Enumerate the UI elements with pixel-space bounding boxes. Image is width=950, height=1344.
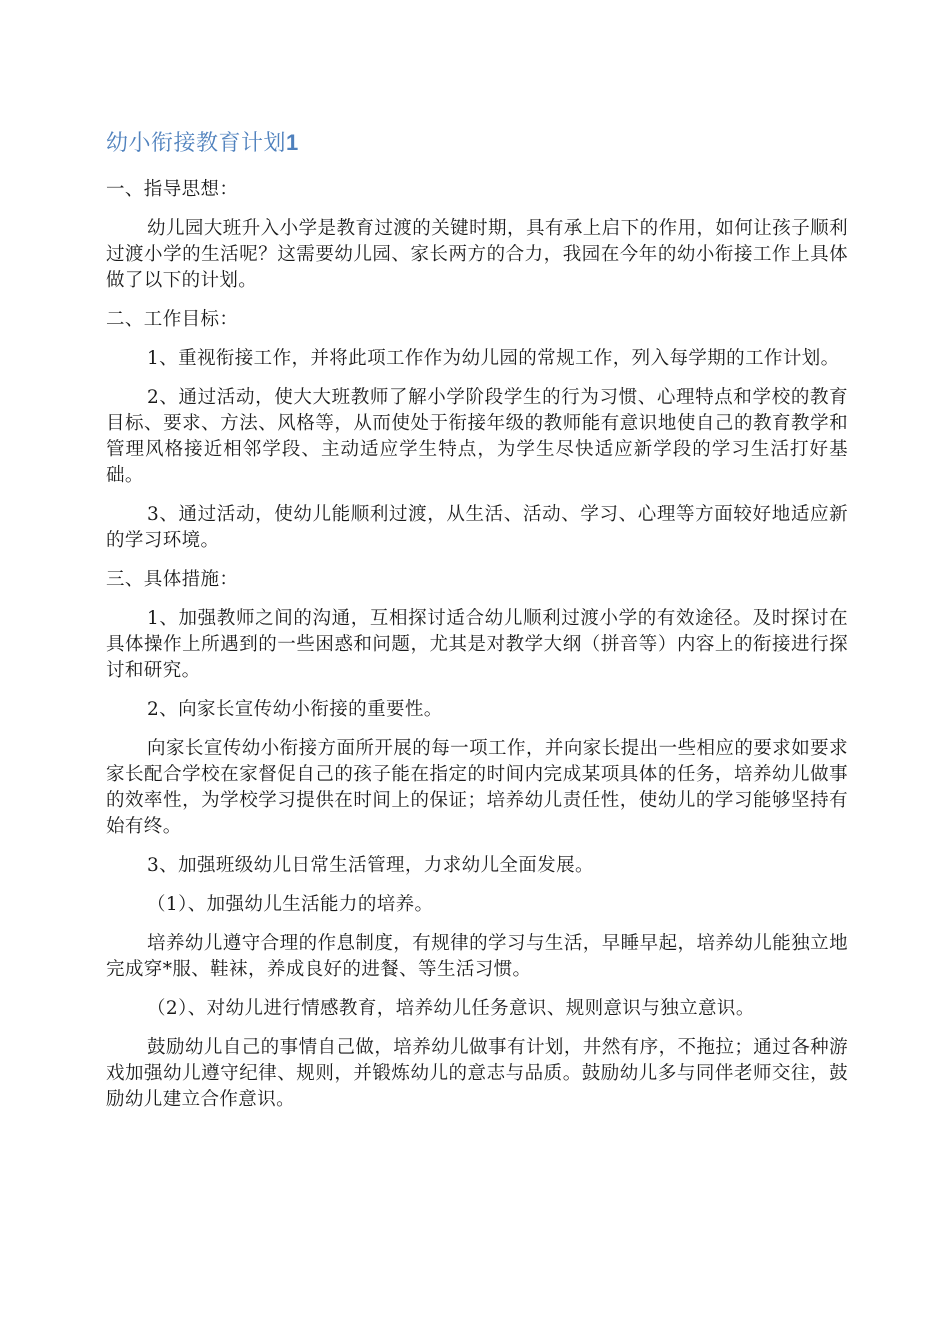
section-heading: 三、具体措施： <box>106 569 239 590</box>
paragraph: 2、通过活动，使大大班教师了解小学阶段学生的行为习惯、心理特点和学校的教育目标、要求、方法、风格等，从而使处于衔接年级的教师能有意识地使自己的教育教学和管理风格接近相邻学段、主动适应学生特点，为学生尽快适应新学段的学习生活打好基础。 <box>106 387 848 486</box>
paragraph: 1、重视衔接工作，并将此项工作作为幼儿园的常规工作，列入每学期的工作计划。 <box>147 348 840 369</box>
section-heading: 一、指导思想： <box>106 179 239 200</box>
paragraph: 培养幼儿遵守合理的作息制度，有规律的学习与生活，早睡早起，培养幼儿能独立地完成穿*服、鞋袜，养成良好的进餐、等生活习惯。 <box>106 933 848 980</box>
paragraph: （1）、加强幼儿生活能力的培养。 <box>147 894 434 915</box>
paragraph: 向家长宣传幼小衔接方面所开展的每一项工作，并向家长提出一些相应的要求如要求家长配合学校在家督促自己的孩子能在指定的时间内完成某项具体的任务，培养幼儿做事的效率性，为学校学习提供在时间上的保证；培养幼儿责任性，使幼儿的学习能够坚持有始有终。 <box>106 738 848 837</box>
paragraph: 2、向家长宣传幼小衔接的重要性。 <box>147 699 443 720</box>
paragraph: 3、加强班级幼儿日常生活管理，力求幼儿全面发展。 <box>147 855 594 876</box>
paragraph: 3、通过活动，使幼儿能顺利过渡，从生活、活动、学习、心理等方面较好地适应新的学习环境。 <box>106 504 848 551</box>
section-heading: 二、工作目标： <box>106 309 239 330</box>
title-number: 1 <box>286 130 299 155</box>
paragraph: （2）、对幼儿进行情感教育，培养幼儿任务意识、规则意识与独立意识。 <box>147 998 755 1019</box>
document-page <box>106 128 848 1126</box>
document-title <box>106 128 848 159</box>
document-body <box>106 177 848 1113</box>
paragraph: 鼓励幼儿自己的事情自己做，培养幼儿做事有计划，井然有序，不拖拉；通过各种游戏加强幼儿遵守纪律、规则，并锻炼幼儿的意志与品质。鼓励幼儿多与同伴老师交往，鼓励幼儿建立合作意识。 <box>106 1037 848 1110</box>
title-text: 幼小衔接教育计划 <box>106 131 287 156</box>
paragraph: 1、加强教师之间的沟通，互相探讨适合幼儿顺利过渡小学的有效途径。及时探讨在具体操作上所遇到的一些困惑和问题，尤其是对教学大纲（拼音等）内容上的衔接进行探讨和研究。 <box>106 608 848 681</box>
paragraph: 幼儿园大班升入小学是教育过渡的关键时期，具有承上启下的作用，如何让孩子顺利过渡小学的生活呢？这需要幼儿园、家长两方的合力，我园在今年的幼小衔接工作上具体做了以下的计划。 <box>106 218 848 291</box>
